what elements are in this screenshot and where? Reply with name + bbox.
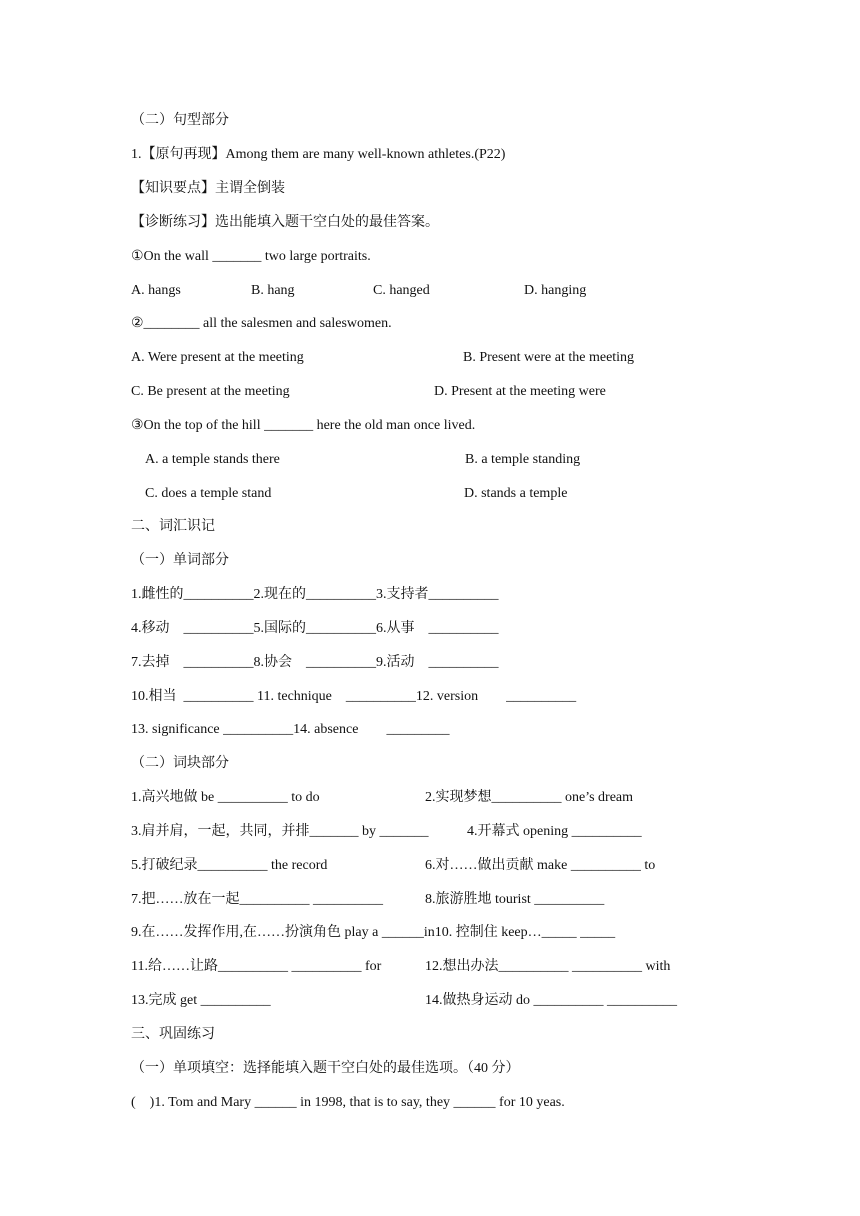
- q2-option-d: D. Present at the meeting were: [434, 384, 606, 399]
- phrase-12: 12.想出办法__________ __________ with: [425, 959, 671, 974]
- word-row-2: 4.移动 __________5.国际的__________6.从事 __________: [131, 621, 499, 636]
- section-heading-vocabulary: 二、词汇识记: [131, 519, 215, 534]
- q1-option-d: D. hanging: [524, 283, 587, 298]
- word-row-5: 13. significance __________14. absence _________: [131, 722, 450, 737]
- phrase-7: 7.把……放在一起__________ __________: [131, 892, 383, 907]
- q3-option-a: A. a temple stands there: [145, 452, 280, 467]
- subheading-phrases: （二）词块部分: [131, 756, 229, 771]
- phrase-4: 4.开幕式 opening __________: [467, 824, 642, 839]
- word-row-3: 7.去掉 __________8.协会 __________9.活动 __________: [131, 655, 499, 670]
- phrase-3: 3.肩并肩，一起，共同，并排_______ by _______: [131, 824, 429, 839]
- knowledge-point: 【知识要点】主谓全倒装: [131, 181, 285, 196]
- practice-question-1: ( )1. Tom and Mary ______ in 1998, that is to say, they ______ for 10 yeas.: [131, 1095, 565, 1110]
- original-sentence: 1.【原句再现】Among them are many well-known athletes.(P22): [131, 147, 506, 162]
- question-3: ③On the top of the hill _______ here the old man once lived.: [131, 418, 476, 433]
- phrase-6: 6.对……做出贡献 make __________ to: [425, 858, 656, 873]
- q1-option-c: C. hanged: [373, 283, 430, 298]
- q3-option-b: B. a temple standing: [465, 452, 581, 467]
- question-2: ②________ all the salesmen and saleswomen.: [131, 316, 392, 331]
- q2-option-b: B. Present were at the meeting: [463, 350, 635, 365]
- phrase-9-10: 9.在……发挥作用,在……扮演角色 play a ______in10. 控制住 keep…_____ _____: [131, 925, 616, 940]
- phrase-1: 1.高兴地做 be __________ to do: [131, 790, 320, 805]
- word-row-4: 10.相当 __________ 11. technique __________12. version __________: [131, 689, 577, 704]
- phrase-11: 11.给……让路__________ __________ for: [131, 959, 382, 974]
- q2-option-c: C. Be present at the meeting: [131, 384, 290, 399]
- phrase-5: 5.打破纪录__________ the record: [131, 858, 328, 873]
- diagnostic-instruction: 【诊断练习】选出能填入题干空白处的最佳答案。: [131, 215, 439, 230]
- q2-option-a: A. Were present at the meeting: [131, 350, 304, 365]
- phrase-8: 8.旅游胜地 tourist __________: [425, 892, 605, 907]
- subheading-words: （一）单词部分: [131, 553, 229, 568]
- phrase-2: 2.实现梦想__________ one’s dream: [425, 790, 634, 805]
- phrase-13: 13.完成 get __________: [131, 993, 271, 1008]
- subheading-single-choice: （一）单项填空：选择能填入题干空白处的最佳选项。（40 分）: [131, 1061, 520, 1076]
- q3-option-d: D. stands a temple: [464, 486, 568, 501]
- q1-option-b: B. hang: [251, 283, 295, 298]
- section-heading-sentence-patterns: （二）句型部分: [131, 113, 229, 128]
- phrase-14: 14.做热身运动 do __________ __________: [425, 993, 677, 1008]
- section-heading-practice: 三、巩固练习: [131, 1027, 215, 1042]
- question-1: ①On the wall _______ two large portraits.: [131, 249, 371, 264]
- word-row-1: 1.雌性的__________2.现在的__________3.支持者__________: [131, 587, 499, 602]
- q1-option-a: A. hangs: [131, 283, 181, 298]
- q3-option-c: C. does a temple stand: [145, 486, 272, 501]
